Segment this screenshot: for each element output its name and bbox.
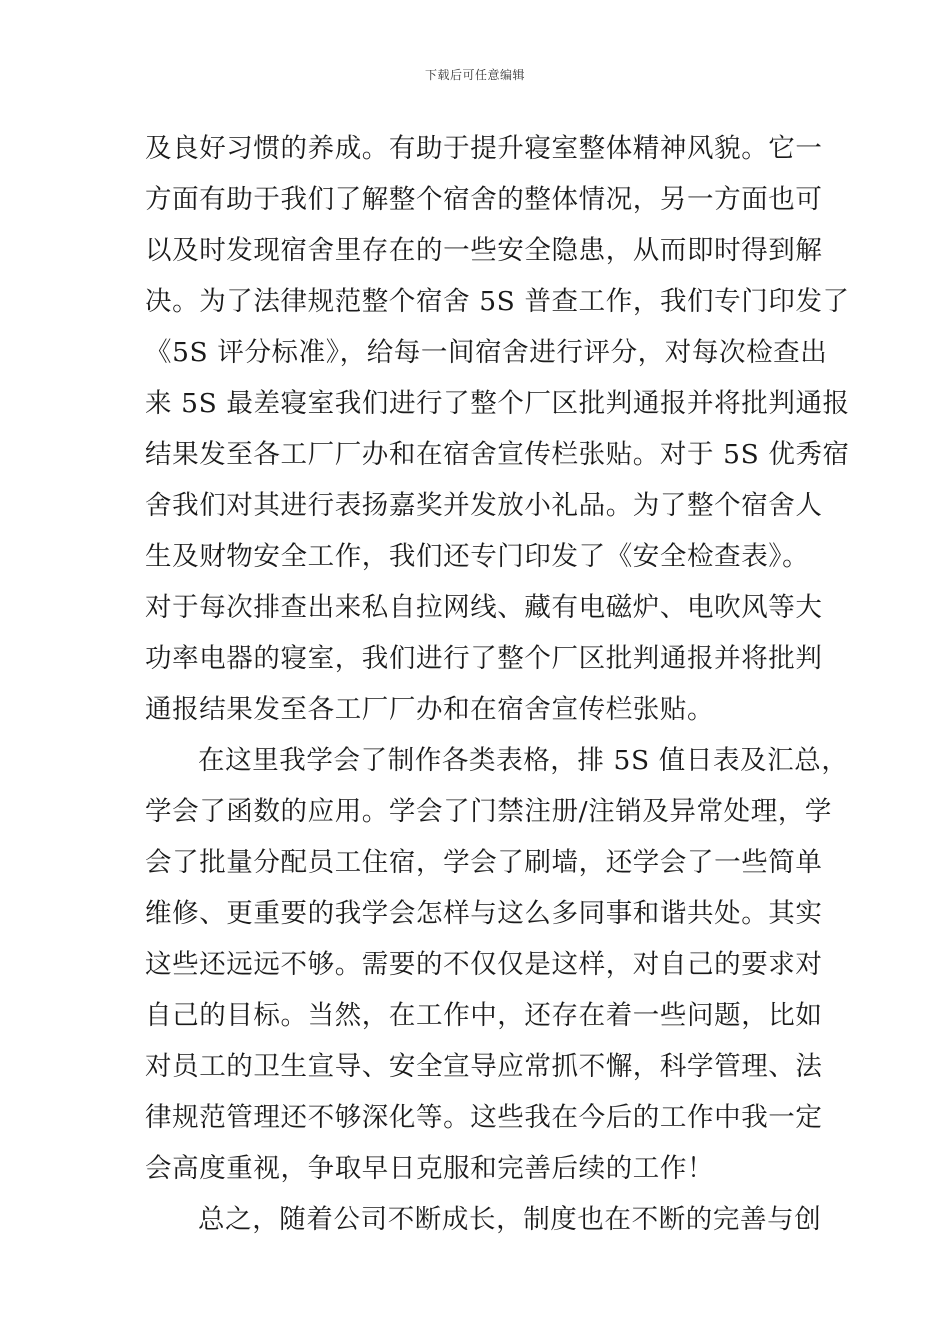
text-line: 及良好习惯的养成。有助于提升寝室整体精神风貌。它一: [145, 133, 823, 164]
text-line: 自己的目标。当然，在工作中，还存在着一些问题，比如: [145, 1000, 823, 1031]
text-line: 对员工的卫生宣导、安全宣导应常抓不懈，科学管理、法: [145, 1051, 823, 1082]
text-line: 律规范管理还不够深化等。这些我在今后的工作中我一定: [145, 1102, 823, 1133]
text-line: 结果发至各工厂厂办和在宿舍宣传栏张贴。对于 5S 优秀宿: [145, 439, 850, 470]
text-line: 维修、更重要的我学会怎样与这么多同事和谐共处。其实: [145, 898, 823, 929]
text-line: 这些还远远不够。需要的不仅仅是这样，对自己的要求对: [145, 949, 823, 980]
paragraph-first-line: 在这里我学会了制作各类表格，排 5S 值日表及汇总，: [198, 745, 849, 776]
text-line: 学会了函数的应用。学会了门禁注册/注销及异常处理，学: [145, 796, 833, 827]
text-line: 通报结果发至各工厂厂办和在宿舍宣传栏张贴。: [145, 694, 715, 725]
text-line: 对于每次排查出来私自拉网线、藏有电磁炉、电吹风等大: [145, 592, 823, 623]
text-line: 生及财物安全工作，我们还专门印发了《安全检查表》。: [145, 541, 810, 572]
paragraph-first-line: 总之，随着公司不断成长，制度也在不断的完善与创: [198, 1204, 822, 1235]
text-line: 来 5S 最差寝室我们进行了整个厂区批判通报并将批判通报: [145, 388, 850, 419]
text-line: 功率电器的寝室，我们进行了整个厂区批判通报并将批判: [145, 643, 823, 674]
text-line: 方面有助于我们了解整个宿舍的整体情况，另一方面也可: [145, 184, 823, 215]
text-line: 《5S 评分标准》，给每一间宿舍进行评分，对每次检查出: [145, 337, 828, 368]
text-line: 会高度重视，争取早日克服和完善后续的工作！: [145, 1153, 715, 1184]
text-line: 会了批量分配员工住宿，学会了刷墙，还学会了一些简单: [145, 847, 823, 878]
text-line: 以及时发现宿舍里存在的一些安全隐患，从而即时得到解: [145, 235, 823, 266]
text-line: 舍我们对其进行表扬嘉奖并发放小礼品。为了整个宿舍人: [145, 490, 823, 521]
page-header: 下载后可任意编辑: [424, 68, 525, 82]
text-line: 决。为了法律规范整个宿舍 5S 普查工作，我们专门印发了: [145, 286, 850, 317]
